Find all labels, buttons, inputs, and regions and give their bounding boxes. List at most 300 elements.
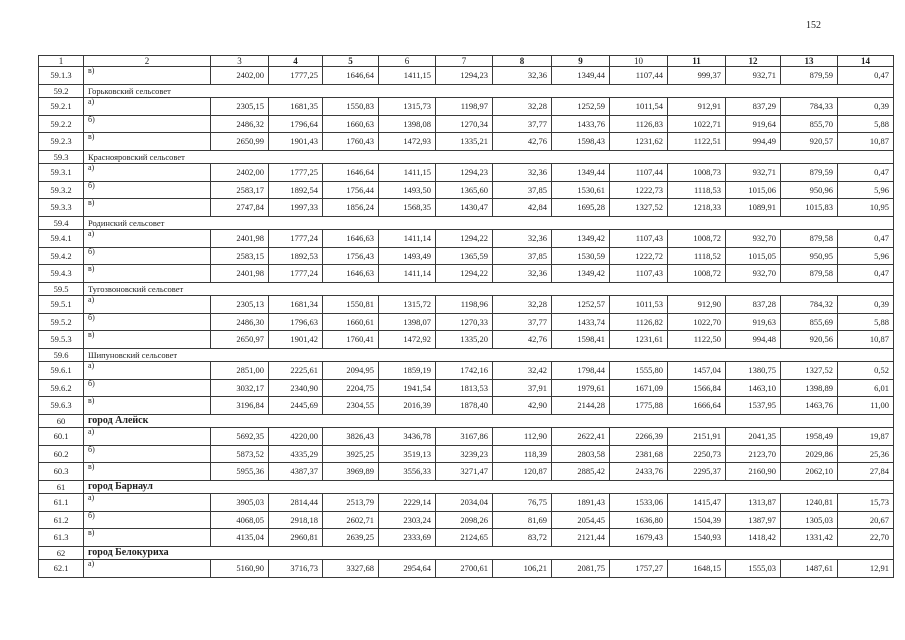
row-label-cell: б) <box>84 313 211 331</box>
value-cell: 120,87 <box>493 463 552 481</box>
value-cell: 1756,43 <box>323 247 379 265</box>
value-cell: 855,70 <box>781 115 838 133</box>
value-cell: 1891,43 <box>552 494 610 512</box>
value-cell: 1022,70 <box>668 313 726 331</box>
city-heading-row <box>39 546 894 560</box>
value-cell: 76,75 <box>493 494 552 512</box>
row-label-cell: б) <box>84 445 211 463</box>
value-cell: 1856,24 <box>323 199 379 217</box>
value-cell: 3032,17 <box>211 379 269 397</box>
value-cell: 37,85 <box>493 247 552 265</box>
value-cell: 32,36 <box>493 67 552 85</box>
value-cell: 1646,64 <box>323 67 379 85</box>
table-row <box>39 529 894 547</box>
value-cell: 1798,44 <box>552 362 610 380</box>
section-title-cell: город Алейск <box>84 414 894 428</box>
value-cell: 1796,64 <box>269 115 323 133</box>
row-number-cell: 59.6.1 <box>39 362 84 380</box>
value-cell: 1331,42 <box>781 529 838 547</box>
table-row <box>39 199 894 217</box>
value-cell: 1089,91 <box>726 199 781 217</box>
value-cell: 2885,42 <box>552 463 610 481</box>
value-cell: 1695,28 <box>552 199 610 217</box>
value-cell: 920,57 <box>781 133 838 151</box>
value-cell: 1118,52 <box>668 247 726 265</box>
value-cell: 1646,63 <box>323 230 379 248</box>
value-cell: 1231,62 <box>610 133 668 151</box>
value-cell: 2401,98 <box>211 265 269 283</box>
value-cell: 1240,81 <box>781 494 838 512</box>
value-cell: 837,29 <box>726 98 781 116</box>
value-cell: 1418,42 <box>726 529 781 547</box>
value-cell: 5,96 <box>838 181 894 199</box>
column-number-header: 4 <box>269 56 323 67</box>
value-cell: 37,85 <box>493 181 552 199</box>
settlement-heading-row <box>39 216 894 230</box>
value-cell: 2305,15 <box>211 98 269 116</box>
column-number-header: 8 <box>493 56 552 67</box>
value-cell: 10,95 <box>838 199 894 217</box>
value-cell: 42,84 <box>493 199 552 217</box>
value-cell: 5873,52 <box>211 445 269 463</box>
value-cell: 3327,68 <box>323 560 379 578</box>
city-heading-row <box>39 480 894 494</box>
value-cell: 2814,44 <box>269 494 323 512</box>
value-cell: 879,58 <box>781 265 838 283</box>
row-label-cell: в) <box>84 463 211 481</box>
value-cell: 1411,14 <box>379 265 436 283</box>
row-label-cell: б) <box>84 379 211 397</box>
table-row <box>39 181 894 199</box>
value-cell: 6,01 <box>838 379 894 397</box>
value-cell: 0,39 <box>838 98 894 116</box>
table-row <box>39 133 894 151</box>
value-cell: 2851,00 <box>211 362 269 380</box>
value-cell: 12,91 <box>838 560 894 578</box>
value-cell: 1568,35 <box>379 199 436 217</box>
table-row <box>39 494 894 512</box>
value-cell: 920,56 <box>781 331 838 349</box>
value-cell: 1411,15 <box>379 67 436 85</box>
table-row <box>39 379 894 397</box>
value-cell: 932,70 <box>726 265 781 283</box>
value-cell: 1349,44 <box>552 67 610 85</box>
value-cell: 1107,43 <box>610 265 668 283</box>
value-cell: 1335,20 <box>436 331 493 349</box>
value-cell: 1979,61 <box>552 379 610 397</box>
value-cell: 1487,61 <box>781 560 838 578</box>
value-cell: 1550,83 <box>323 98 379 116</box>
value-cell: 1398,89 <box>781 379 838 397</box>
value-cell: 1231,61 <box>610 331 668 349</box>
value-cell: 0,47 <box>838 164 894 182</box>
value-cell: 2144,28 <box>552 397 610 415</box>
value-cell: 22,70 <box>838 529 894 547</box>
value-cell: 5692,35 <box>211 428 269 446</box>
value-cell: 3556,33 <box>379 463 436 481</box>
value-cell: 1122,51 <box>668 133 726 151</box>
section-title-cell: Шипуновский сельсовет <box>84 348 894 362</box>
value-cell: 3196,84 <box>211 397 269 415</box>
value-cell: 4220,00 <box>269 428 323 446</box>
value-cell: 32,28 <box>493 98 552 116</box>
value-cell: 1555,80 <box>610 362 668 380</box>
value-cell: 1742,16 <box>436 362 493 380</box>
value-cell: 1958,49 <box>781 428 838 446</box>
row-label-cell: б) <box>84 511 211 529</box>
value-cell: 1598,41 <box>552 331 610 349</box>
row-label-cell: б) <box>84 115 211 133</box>
value-cell: 1566,84 <box>668 379 726 397</box>
value-cell: 2433,76 <box>610 463 668 481</box>
value-cell: 2151,91 <box>668 428 726 446</box>
table-header <box>39 56 894 67</box>
row-number-cell: 59.4.2 <box>39 247 84 265</box>
row-number-cell: 59.3.3 <box>39 199 84 217</box>
value-cell: 1365,60 <box>436 181 493 199</box>
value-cell: 2445,69 <box>269 397 323 415</box>
value-cell: 1796,63 <box>269 313 323 331</box>
value-cell: 1415,47 <box>668 494 726 512</box>
value-cell: 37,77 <box>493 313 552 331</box>
column-number-header: 6 <box>379 56 436 67</box>
value-cell: 3239,23 <box>436 445 493 463</box>
value-cell: 919,63 <box>726 313 781 331</box>
value-cell: 932,70 <box>726 230 781 248</box>
value-cell: 1533,06 <box>610 494 668 512</box>
value-cell: 994,48 <box>726 331 781 349</box>
value-cell: 1126,82 <box>610 313 668 331</box>
value-cell: 32,36 <box>493 164 552 182</box>
value-cell: 4387,37 <box>269 463 323 481</box>
value-cell: 837,28 <box>726 296 781 314</box>
value-cell: 112,90 <box>493 428 552 446</box>
value-cell: 1107,44 <box>610 164 668 182</box>
value-cell: 879,58 <box>781 230 838 248</box>
settlement-heading-row <box>39 150 894 164</box>
value-cell: 1349,42 <box>552 265 610 283</box>
value-cell: 1457,04 <box>668 362 726 380</box>
row-number-cell: 60.2 <box>39 445 84 463</box>
value-cell: 1530,61 <box>552 181 610 199</box>
value-cell: 1493,50 <box>379 181 436 199</box>
value-cell: 2304,55 <box>323 397 379 415</box>
value-cell: 42,76 <box>493 133 552 151</box>
column-number-header: 1 <box>39 56 84 67</box>
section-number-cell: 59.4 <box>39 216 84 230</box>
value-cell: 2622,41 <box>552 428 610 446</box>
value-cell: 3716,73 <box>269 560 323 578</box>
value-cell: 2250,73 <box>668 445 726 463</box>
value-cell: 20,67 <box>838 511 894 529</box>
value-cell: 784,32 <box>781 296 838 314</box>
value-cell: 932,71 <box>726 67 781 85</box>
value-cell: 1892,53 <box>269 247 323 265</box>
value-cell: 2583,15 <box>211 247 269 265</box>
table-row <box>39 296 894 314</box>
value-cell: 2918,18 <box>269 511 323 529</box>
value-cell: 2016,39 <box>379 397 436 415</box>
value-cell: 2486,30 <box>211 313 269 331</box>
column-number-header: 13 <box>781 56 838 67</box>
value-cell: 1530,59 <box>552 247 610 265</box>
value-cell: 1646,64 <box>323 164 379 182</box>
value-cell: 1126,83 <box>610 115 668 133</box>
value-cell: 2401,98 <box>211 230 269 248</box>
value-cell: 1252,57 <box>552 296 610 314</box>
city-heading-row <box>39 414 894 428</box>
value-cell: 2041,35 <box>726 428 781 446</box>
value-cell: 0,47 <box>838 230 894 248</box>
value-cell: 2333,69 <box>379 529 436 547</box>
value-cell: 912,90 <box>668 296 726 314</box>
value-cell: 3925,25 <box>323 445 379 463</box>
value-cell: 1222,73 <box>610 181 668 199</box>
value-cell: 106,21 <box>493 560 552 578</box>
row-number-cell: 59.2.3 <box>39 133 84 151</box>
row-number-cell: 59.3.2 <box>39 181 84 199</box>
row-label-cell: б) <box>84 181 211 199</box>
column-number-header: 11 <box>668 56 726 67</box>
value-cell: 1107,44 <box>610 67 668 85</box>
value-cell: 1901,42 <box>269 331 323 349</box>
value-cell: 32,42 <box>493 362 552 380</box>
value-cell: 2160,90 <box>726 463 781 481</box>
column-number-header: 2 <box>84 56 211 67</box>
value-cell: 1757,27 <box>610 560 668 578</box>
value-cell: 999,37 <box>668 67 726 85</box>
row-label-cell: а) <box>84 494 211 512</box>
value-cell: 81,69 <box>493 511 552 529</box>
value-cell: 1411,14 <box>379 230 436 248</box>
value-cell: 1636,80 <box>610 511 668 529</box>
value-cell: 2747,84 <box>211 199 269 217</box>
value-cell: 1550,81 <box>323 296 379 314</box>
value-cell: 19,87 <box>838 428 894 446</box>
value-cell: 1380,75 <box>726 362 781 380</box>
value-cell: 1859,19 <box>379 362 436 380</box>
value-cell: 1270,34 <box>436 115 493 133</box>
value-cell: 1398,07 <box>379 313 436 331</box>
value-cell: 2204,75 <box>323 379 379 397</box>
value-cell: 1472,93 <box>379 133 436 151</box>
row-number-cell: 59.6.3 <box>39 397 84 415</box>
row-label-cell: а) <box>84 296 211 314</box>
value-cell: 1107,43 <box>610 230 668 248</box>
table-row <box>39 445 894 463</box>
row-number-cell: 60.1 <box>39 428 84 446</box>
value-cell: 0,47 <box>838 67 894 85</box>
value-cell: 3519,13 <box>379 445 436 463</box>
value-cell: 2098,26 <box>436 511 493 529</box>
value-cell: 1327,52 <box>781 362 838 380</box>
value-cell: 2295,37 <box>668 463 726 481</box>
value-cell: 2229,14 <box>379 494 436 512</box>
value-cell: 1648,15 <box>668 560 726 578</box>
value-cell: 1775,88 <box>610 397 668 415</box>
value-cell: 32,36 <box>493 265 552 283</box>
value-cell: 950,96 <box>781 181 838 199</box>
value-cell: 1222,72 <box>610 247 668 265</box>
value-cell: 879,59 <box>781 164 838 182</box>
column-number-header: 9 <box>552 56 610 67</box>
value-cell: 1540,93 <box>668 529 726 547</box>
row-number-cell: 59.1.3 <box>39 67 84 85</box>
value-cell: 1598,43 <box>552 133 610 151</box>
value-cell: 2054,45 <box>552 511 610 529</box>
column-number-header: 3 <box>211 56 269 67</box>
value-cell: 855,69 <box>781 313 838 331</box>
value-cell: 3905,03 <box>211 494 269 512</box>
value-cell: 42,90 <box>493 397 552 415</box>
value-cell: 10,87 <box>838 331 894 349</box>
table-row <box>39 428 894 446</box>
value-cell: 32,28 <box>493 296 552 314</box>
value-cell: 1504,39 <box>668 511 726 529</box>
row-label-cell: в) <box>84 529 211 547</box>
row-number-cell: 61.2 <box>39 511 84 529</box>
row-number-cell: 59.5.1 <box>39 296 84 314</box>
value-cell: 1252,59 <box>552 98 610 116</box>
row-label-cell: в) <box>84 331 211 349</box>
value-cell: 2062,10 <box>781 463 838 481</box>
row-number-cell: 60.3 <box>39 463 84 481</box>
value-cell: 1011,54 <box>610 98 668 116</box>
table-row <box>39 313 894 331</box>
value-cell: 1681,34 <box>269 296 323 314</box>
value-cell: 2094,95 <box>323 362 379 380</box>
section-title-cell: город Белокуриха <box>84 546 894 560</box>
row-number-cell: 59.4.1 <box>39 230 84 248</box>
value-cell: 1198,97 <box>436 98 493 116</box>
row-number-cell: 61.3 <box>39 529 84 547</box>
value-cell: 1760,41 <box>323 331 379 349</box>
row-number-cell: 59.4.3 <box>39 265 84 283</box>
value-cell: 0,47 <box>838 265 894 283</box>
value-cell: 2513,79 <box>323 494 379 512</box>
value-cell: 2266,39 <box>610 428 668 446</box>
value-cell: 1433,76 <box>552 115 610 133</box>
table-row <box>39 265 894 283</box>
section-number-cell: 61 <box>39 480 84 494</box>
value-cell: 1777,25 <box>269 67 323 85</box>
value-cell: 1015,05 <box>726 247 781 265</box>
table-row <box>39 463 894 481</box>
row-number-cell: 59.2.2 <box>39 115 84 133</box>
value-cell: 4135,04 <box>211 529 269 547</box>
tariff-table <box>38 55 894 578</box>
value-cell: 1660,63 <box>323 115 379 133</box>
section-number-cell: 59.3 <box>39 150 84 164</box>
value-cell: 1218,33 <box>668 199 726 217</box>
value-cell: 784,33 <box>781 98 838 116</box>
value-cell: 1756,44 <box>323 181 379 199</box>
value-cell: 1015,06 <box>726 181 781 199</box>
value-cell: 1398,08 <box>379 115 436 133</box>
value-cell: 1294,23 <box>436 164 493 182</box>
row-label-cell: б) <box>84 247 211 265</box>
value-cell: 2303,24 <box>379 511 436 529</box>
table-row <box>39 362 894 380</box>
row-number-cell: 59.3.1 <box>39 164 84 182</box>
settlement-heading-row <box>39 84 894 98</box>
value-cell: 1122,50 <box>668 331 726 349</box>
value-cell: 1118,53 <box>668 181 726 199</box>
value-cell: 2486,32 <box>211 115 269 133</box>
value-cell: 1008,72 <box>668 265 726 283</box>
section-title-cell: Родинский сельсовет <box>84 216 894 230</box>
value-cell: 1022,71 <box>668 115 726 133</box>
section-number-cell: 59.2 <box>39 84 84 98</box>
value-cell: 879,59 <box>781 67 838 85</box>
value-cell: 2034,04 <box>436 494 493 512</box>
value-cell: 2402,00 <box>211 67 269 85</box>
value-cell: 1433,74 <box>552 313 610 331</box>
value-cell: 1008,73 <box>668 164 726 182</box>
row-label-cell: в) <box>84 265 211 283</box>
table-row <box>39 164 894 182</box>
value-cell: 1411,15 <box>379 164 436 182</box>
table-row <box>39 511 894 529</box>
value-cell: 1813,53 <box>436 379 493 397</box>
value-cell: 1315,73 <box>379 98 436 116</box>
value-cell: 3271,47 <box>436 463 493 481</box>
section-title-cell: город Барнаул <box>84 480 894 494</box>
value-cell: 2954,64 <box>379 560 436 578</box>
value-cell: 2029,86 <box>781 445 838 463</box>
value-cell: 5,88 <box>838 313 894 331</box>
value-cell: 1315,72 <box>379 296 436 314</box>
settlement-heading-row <box>39 348 894 362</box>
value-cell: 2121,44 <box>552 529 610 547</box>
table-row <box>39 67 894 85</box>
value-cell: 1015,83 <box>781 199 838 217</box>
value-cell: 3826,43 <box>323 428 379 446</box>
row-label-cell: в) <box>84 397 211 415</box>
value-cell: 1760,43 <box>323 133 379 151</box>
value-cell: 1463,76 <box>781 397 838 415</box>
value-cell: 5955,36 <box>211 463 269 481</box>
column-number-header: 14 <box>838 56 894 67</box>
column-number-header: 10 <box>610 56 668 67</box>
value-cell: 1671,09 <box>610 379 668 397</box>
value-cell: 37,77 <box>493 115 552 133</box>
value-cell: 4068,05 <box>211 511 269 529</box>
value-cell: 1472,92 <box>379 331 436 349</box>
value-cell: 2402,00 <box>211 164 269 182</box>
value-cell: 1011,53 <box>610 296 668 314</box>
value-cell: 42,76 <box>493 331 552 349</box>
value-cell: 1777,24 <box>269 265 323 283</box>
value-cell: 1660,61 <box>323 313 379 331</box>
table-row <box>39 115 894 133</box>
value-cell: 1270,33 <box>436 313 493 331</box>
section-title-cell: Тугозвоновский сельсовет <box>84 282 894 296</box>
row-label-cell: а) <box>84 230 211 248</box>
value-cell: 912,91 <box>668 98 726 116</box>
value-cell: 1430,47 <box>436 199 493 217</box>
row-number-cell: 62.1 <box>39 560 84 578</box>
row-label-cell: а) <box>84 362 211 380</box>
value-cell: 2340,90 <box>269 379 323 397</box>
value-cell: 1666,64 <box>668 397 726 415</box>
value-cell: 1327,52 <box>610 199 668 217</box>
value-cell: 1878,40 <box>436 397 493 415</box>
value-cell: 5160,90 <box>211 560 269 578</box>
table-row <box>39 230 894 248</box>
value-cell: 25,36 <box>838 445 894 463</box>
row-number-cell: 61.1 <box>39 494 84 512</box>
